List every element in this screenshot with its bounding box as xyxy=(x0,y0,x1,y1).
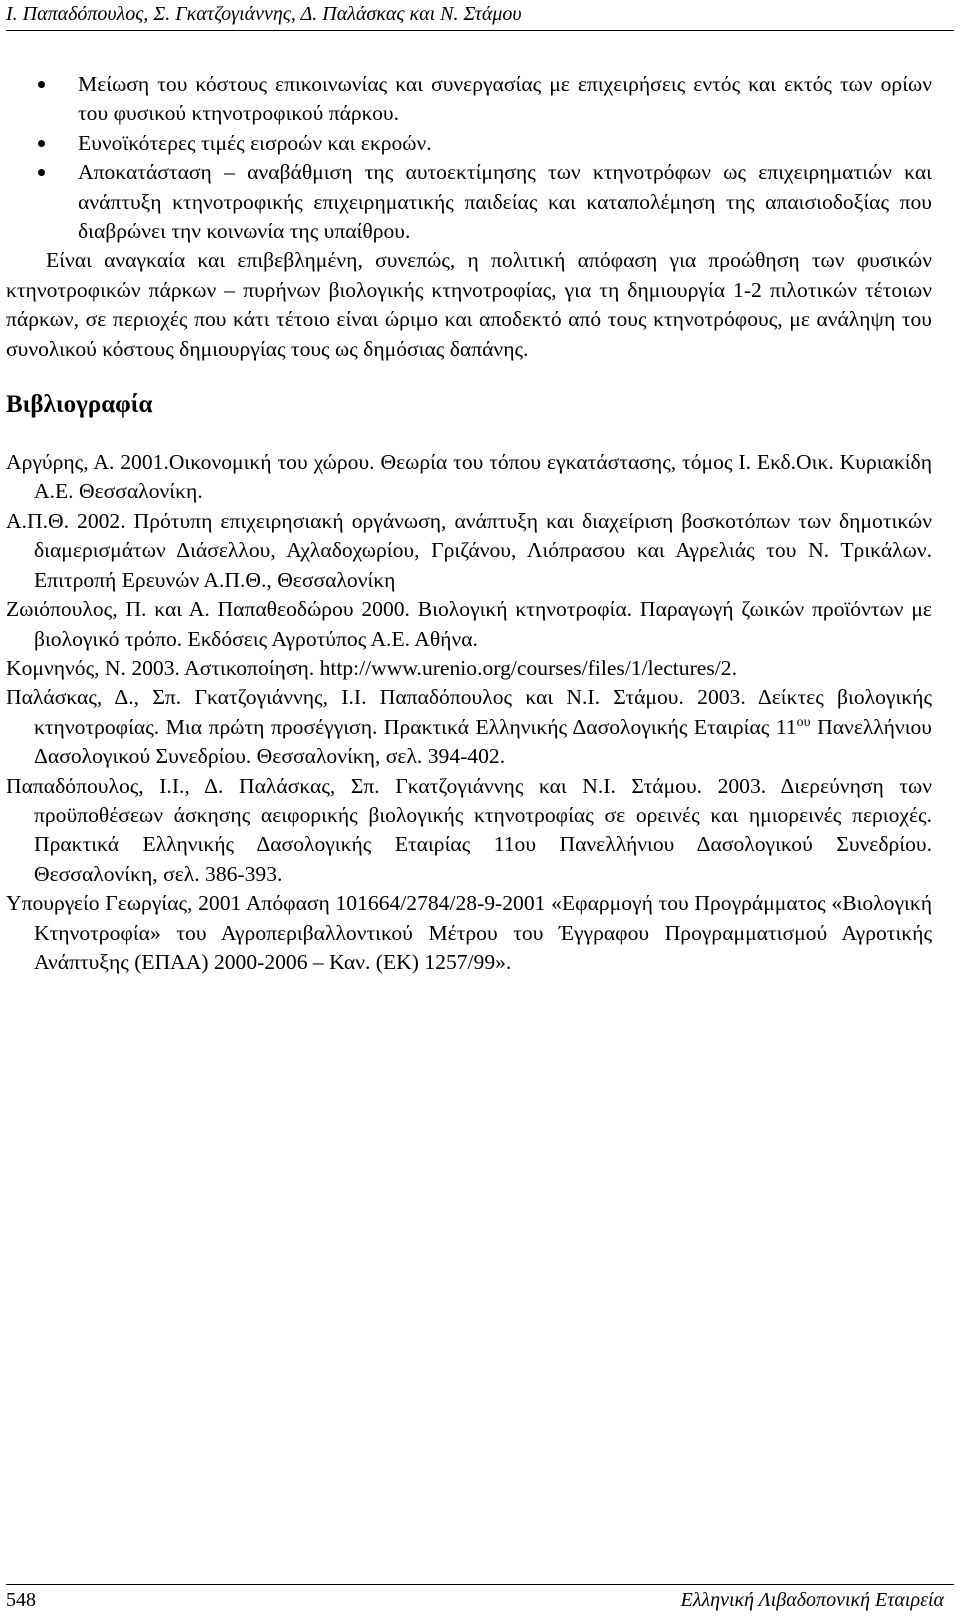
bullet-icon xyxy=(38,140,45,147)
bullet-text: Αποκατάσταση – αναβάθμιση της αυτοεκτίμησης των κτηνοτρόφων ως επιχειρηματιών και ανάπτυξη κτηνοτροφικής επιχειρηματικής παιδείας και καταπολέμηση της απαισιοδοξίας που διαβρώνει την κοινωνία της υπαίθρου. xyxy=(78,160,932,244)
running-header-authors: Ι. Παπαδόπουλος, Σ. Γκατζογιάννης, Δ. Παλάσκας και Ν. Στάμου xyxy=(6,3,522,25)
bullet-item xyxy=(78,70,932,129)
footer-journal-name: Ελληνική Λιβαδοπονική Εταιρεία xyxy=(680,1589,944,1611)
reference-list xyxy=(6,448,932,977)
reference-text-continued: Πανελλήνιου Δασολογικού Συνεδρίου. Θεσσαλονίκη, σελ. 394-402. xyxy=(34,714,932,769)
header-divider xyxy=(6,30,954,31)
bullet-text: Ευνοϊκότερες τιμές εισροών και εκροών. xyxy=(78,130,432,155)
reference-item: Αργύρης, Α. 2001.Οικονομική του χώρου. Θεωρία του τόπου εγκατάστασης, τόμος Ι. Εκδ.Οικ. Κυριακίδη Α.Ε. Θεσσαλονίκη. xyxy=(6,450,932,504)
page-number: 548 xyxy=(6,1589,36,1611)
page-content xyxy=(6,70,932,977)
bullet-icon xyxy=(38,81,45,88)
section-title-bibliography: Βιβλιογραφία xyxy=(6,391,153,419)
reference-item: Α.Π.Θ. 2002. Πρότυπη επιχειρησιακή οργάνωση, ανάπτυξη και διαχείριση βοσκοτόπων των δημοτικών διαμερισμάτων Διάσελλου, Αχλαδοχωρίου, Γριζάνου, Λιόπρασου και Αγρελιάς του Ν. Τρικάλων. Επιτροπή Ερευνών Α.Π.Θ., Θεσσαλονίκη xyxy=(6,508,932,592)
bullet-item xyxy=(78,129,932,158)
bullet-icon xyxy=(38,169,45,176)
reference-superscript: ου xyxy=(796,714,811,730)
reference-item: Παπαδόπουλος, Ι.Ι., Δ. Παλάσκας, Σπ. Γκατζογιάννης και Ν.Ι. Στάμου. 2003. Διερεύνηση των προϋποθέσεων άσκησης αειφορικής βιολογικής κτηνοτροφίας σε ορεινές και ημιορεινές περιοχές. Πρακτικά Ελληνικής Δασολογικής Εταιρίας 11ου Πανελλήνιου Δασολογικού Συνεδρίου. Θεσσαλονίκη, σελ. 386-393. xyxy=(6,773,932,886)
reference-item xyxy=(6,683,932,771)
reference-text: Παλάσκας, Δ., Σπ. Γκατζογιάννης, Ι.Ι. Παπαδόπουλος και Ν.Ι. Στάμου. 2003. Δείκτες βιολογικής κτηνοτροφίας. Μια πρώτη προσέγγιση. Πρακτικά Ελληνικής Δασολογικής Εταιρίας 11 xyxy=(6,685,932,739)
bullet-list xyxy=(6,70,932,246)
reference-item: Υπουργείο Γεωργίας, 2001 Απόφαση 101664/2784/28-9-2001 «Εφαρμογή του Προγράμματος «Βιολογική Κτηνοτροφία» του Αγροπεριβαλλοντικού Μέτρου του Έγγραφου Προγραμματισμού Αγροτικής Ανάπτυξης (ΕΠΑΑ) 2000-2006 – Καν. (ΕΚ) 1257/99». xyxy=(6,891,932,974)
bullet-text: Μείωση του κόστους επικοινωνίας και συνεργασίας με επιχειρήσεις εντός και εκτός των ορίων του φυσικού κτηνοτροφικού πάρκου. xyxy=(78,72,932,126)
footer-divider xyxy=(6,1584,954,1585)
reference-item: Κομνηνός, Ν. 2003. Αστικοποίηση. http://www.urenio.org/courses/files/1/lectures/2. xyxy=(6,655,737,680)
bullet-item xyxy=(78,158,932,246)
body-paragraph: Είναι αναγκαία και επιβεβλημένη, συνεπώς, η πολιτική απόφαση για προώθηση των φυσικών κτηνοτροφικών πάρκων – πυρήνων βιολογικής κτηνοτροφίας, για τη δημιουργία 1-2 πιλοτικών τέτοιων πάρκων, σε περιοχές που κάτι τέτοιο είναι ώριμο και αποδεκτό από τους κτηνοτρόφους, με ανάληψη του συνολικού κόστους δημιουργίας τους ως δημόσιας δαπάνης. xyxy=(6,248,932,361)
reference-item: Ζωιόπουλος, Π. και Α. Παπαθεοδώρου 2000. Βιολογική κτηνοτροφία. Παραγωγή ζωικών προϊόντων με βιολογικό τρόπο. Εκδόσεις Αγροτύπος Α.Ε. Αθήνα. xyxy=(6,597,932,651)
